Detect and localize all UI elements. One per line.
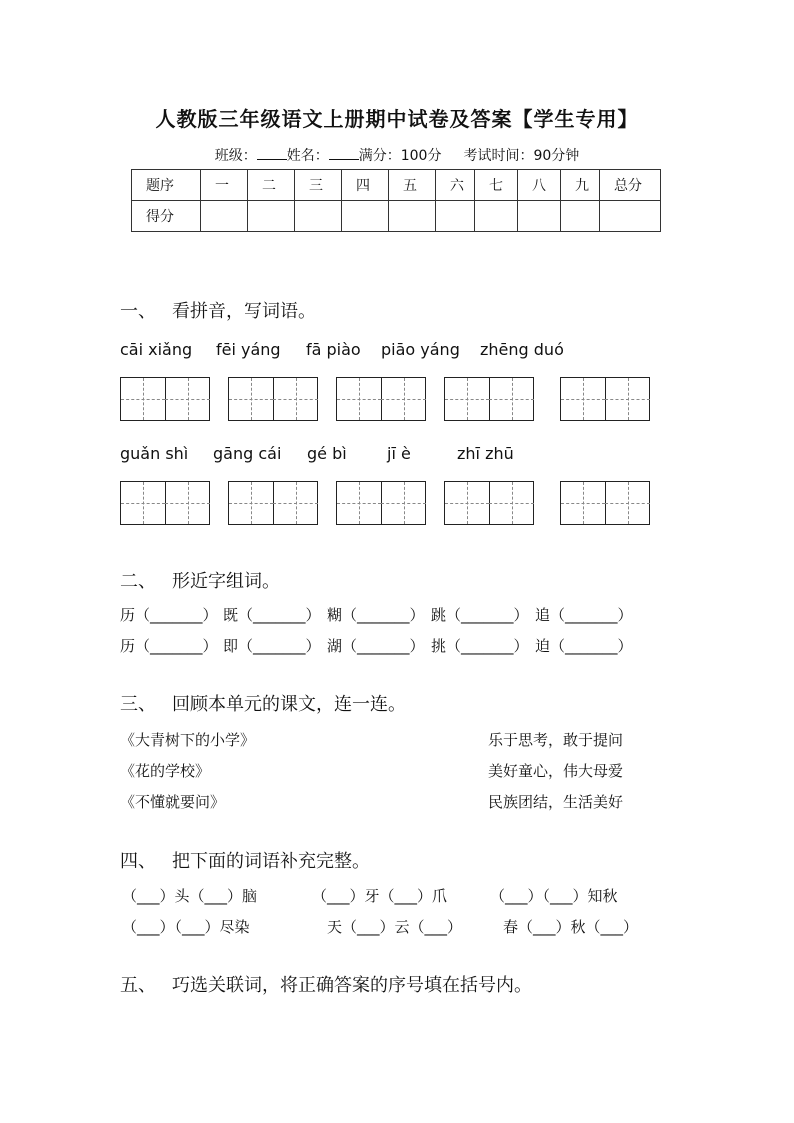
pinyin-label: gé bì <box>307 444 347 463</box>
word-item[interactable]: 湖（_______） <box>327 637 425 655</box>
word-item[interactable]: 历（_______） <box>120 637 218 655</box>
exam-time: 考试时间：90分钟 <box>463 148 580 164</box>
idiom-item[interactable]: 天（___）云（___） <box>327 918 463 936</box>
writing-grid-box[interactable] <box>120 377 210 421</box>
table-cell: 四 <box>342 170 389 201</box>
table-cell: 总分 <box>600 170 661 201</box>
table-cell: 一 <box>201 170 248 201</box>
score-entry-cell[interactable] <box>342 201 389 232</box>
writing-grid-box[interactable] <box>560 481 650 525</box>
writing-grid-box[interactable] <box>228 481 318 525</box>
idiom-item[interactable]: （___）（___）知秋 <box>490 887 618 905</box>
lesson-theme[interactable]: 美好童心，伟大母爱 <box>488 762 624 780</box>
lesson-title[interactable]: 《花的学校》 <box>120 762 211 780</box>
name-blank[interactable] <box>329 147 359 160</box>
word-item[interactable]: 追（_______） <box>535 606 633 624</box>
section-title: 巧选关联词，将正确答案的序号填在括号内。 <box>172 975 532 996</box>
score-entry-cell[interactable] <box>248 201 295 232</box>
section-5-heading <box>120 971 532 997</box>
pinyin-label: jī è <box>387 444 411 463</box>
table-cell: 得分 <box>132 201 201 232</box>
writing-grid-box[interactable] <box>228 377 318 421</box>
writing-grid-box[interactable] <box>444 481 534 525</box>
table-cell: 三 <box>295 170 342 201</box>
score-table-header-row <box>132 170 661 201</box>
section-3-heading <box>120 690 406 716</box>
idiom-item[interactable]: （___）牙（___）爪 <box>312 887 448 905</box>
class-label: 班级： <box>214 148 257 164</box>
writing-grid-box[interactable] <box>444 377 534 421</box>
pinyin-label: cāi xiǎng <box>120 340 193 359</box>
word-item[interactable]: 跳（_______） <box>431 606 529 624</box>
section-number: 五、 <box>120 975 156 996</box>
name-label: 姓名： <box>286 148 329 164</box>
score-entry-cell[interactable] <box>389 201 436 232</box>
writing-grid-box[interactable] <box>560 377 650 421</box>
section-1-heading <box>120 297 316 323</box>
pinyin-label: piāo yáng <box>381 340 460 359</box>
pinyin-label: guǎn shì <box>120 444 189 463</box>
table-cell: 七 <box>475 170 518 201</box>
pinyin-label: zhī zhū <box>457 444 514 463</box>
word-item[interactable]: 糊（_______） <box>327 606 425 624</box>
writing-grid-box[interactable] <box>336 481 426 525</box>
score-entry-cell[interactable] <box>436 201 475 232</box>
section-title: 看拼音，写词语。 <box>172 301 316 322</box>
word-item[interactable]: 即（_______） <box>223 637 321 655</box>
lesson-theme[interactable]: 民族团结，生活美好 <box>488 793 624 811</box>
idiom-item[interactable]: 春（___）秋（___） <box>503 918 639 936</box>
table-cell: 九 <box>561 170 600 201</box>
section-4-heading <box>120 847 370 873</box>
lesson-theme[interactable]: 乐于思考，敢于提问 <box>488 731 624 749</box>
pinyin-label: gāng cái <box>213 444 282 463</box>
section-number: 一、 <box>120 301 156 322</box>
pinyin-label: fā piào <box>306 340 361 359</box>
table-cell: 五 <box>389 170 436 201</box>
word-item[interactable]: 迫（_______） <box>535 637 633 655</box>
section-title: 回顾本单元的课文，连一连。 <box>172 694 406 715</box>
table-cell: 二 <box>248 170 295 201</box>
score-table <box>131 169 661 232</box>
word-item[interactable]: 既（_______） <box>223 606 321 624</box>
table-cell: 六 <box>436 170 475 201</box>
pinyin-label: fēi yáng <box>216 340 281 359</box>
idiom-item[interactable]: （___）头（___）脑 <box>122 887 258 905</box>
section-2-heading <box>120 567 280 593</box>
score-entry-cell[interactable] <box>295 201 342 232</box>
class-blank[interactable] <box>257 147 287 160</box>
lesson-title[interactable]: 《不懂就要问》 <box>120 793 226 811</box>
pinyin-label: zhēng duó <box>480 340 564 359</box>
page-title: 人教版三年级语文上册期中试卷及答案【学生专用】 <box>155 107 639 131</box>
score-entry-cell[interactable] <box>201 201 248 232</box>
idiom-item[interactable]: （___）（___）尽染 <box>122 918 250 936</box>
section-number: 二、 <box>120 571 156 592</box>
score-entry-cell[interactable] <box>518 201 561 232</box>
section-number: 三、 <box>120 694 156 715</box>
score-entry-cell[interactable] <box>475 201 518 232</box>
exam-info-line <box>0 145 794 165</box>
section-title: 形近字组词。 <box>172 571 280 592</box>
full-score: 满分：100分 <box>358 148 442 164</box>
score-entry-cell[interactable] <box>561 201 600 232</box>
score-entry-cell[interactable] <box>600 201 661 232</box>
word-item[interactable]: 挑（_______） <box>431 637 529 655</box>
lesson-title[interactable]: 《大青树下的小学》 <box>120 731 256 749</box>
score-table-score-row <box>132 201 661 232</box>
table-cell: 八 <box>518 170 561 201</box>
writing-grid-box[interactable] <box>120 481 210 525</box>
table-cell: 题序 <box>132 170 201 201</box>
section-title: 把下面的词语补充完整。 <box>172 851 370 872</box>
writing-grid-box[interactable] <box>336 377 426 421</box>
word-item[interactable]: 历（_______） <box>120 606 218 624</box>
section-number: 四、 <box>120 851 156 872</box>
